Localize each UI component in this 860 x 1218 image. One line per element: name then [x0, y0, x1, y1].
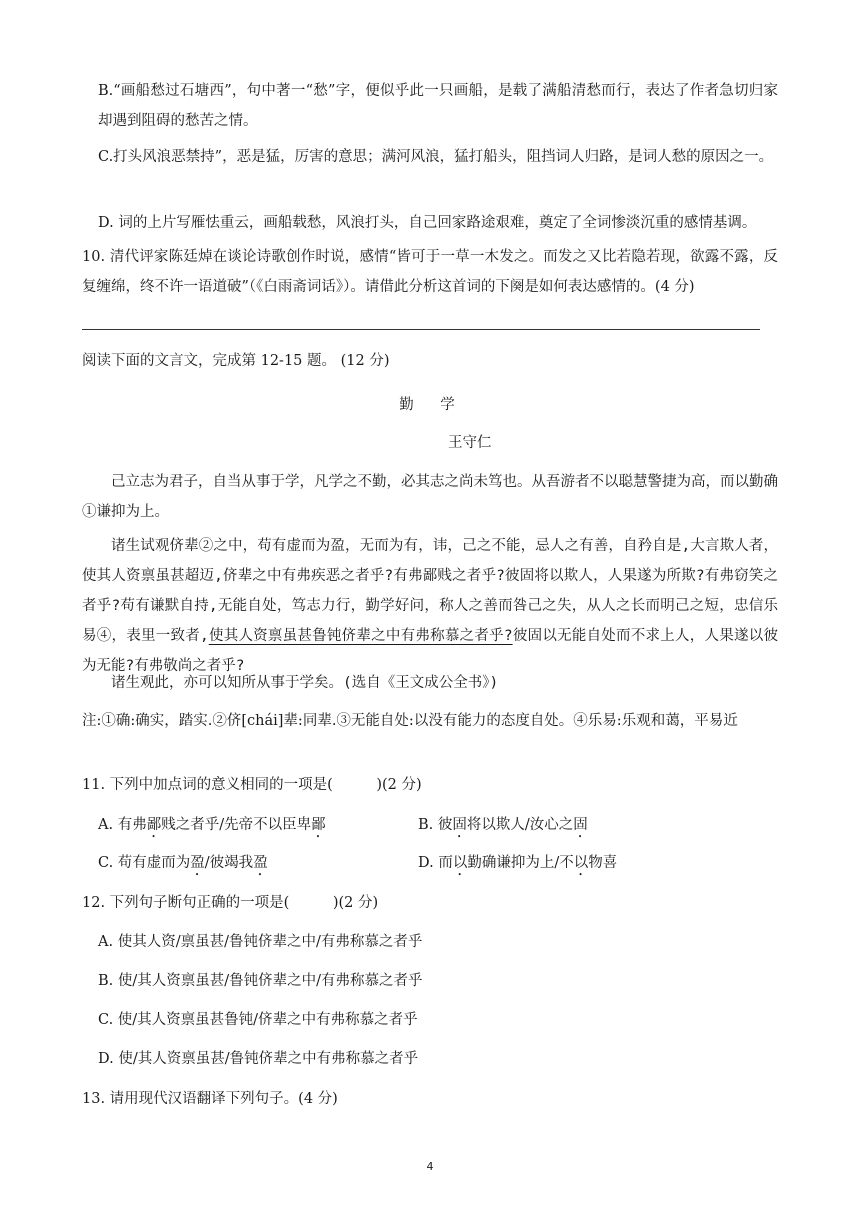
passage-paragraph-1: 己立志为君子，自当从事于学，凡学之不勤，必其志之尚未笃也。从吾游者不以聪慧警捷为高，而以勤确①谦抑为上。: [82, 474, 778, 520]
q11-c-dotted-word-1: 盈: [190, 855, 205, 871]
paragraph-2-text-a: 诸生试观侪辈②之中，苟有虚而为盈，无而为有，讳，己之不能，忌人之有善，自矜自是,大言欺人者，使其人资禀虽甚超迈,侪辈之中有弗疾恶之者乎?有弗鄙贱之者乎?彼固将以欺人，人果遂为所欺?有弗窃笑之者乎?苟有谦默自持,无能自处，笃志力行，勤学好问，称人之善而咎己之失，从人之长而明己之短，忠信乐易④，表里一致者,: [82, 538, 778, 644]
passage-notes: 注:①确:确实，踏实.②侪[chái]辈:同辈.③无能自处:以没有能力的态度自处。④乐易:乐观和蔼，平易近: [82, 713, 738, 729]
q11-b-dotted-word-1: 固: [452, 817, 467, 833]
answer-line: [82, 329, 760, 330]
q11-d-dotted-word-2: 以: [573, 855, 589, 871]
q12-option-b: B. 使/其人资禀虽甚/鲁钝侪辈之中/有弗称慕之者乎: [98, 973, 423, 989]
q11-option-d: [418, 848, 617, 879]
q10-stem: 10. 清代评家陈廷焯在谈论诗歌创作时说，感情“皆可于一草一木发之。而发之又比若隐若现，欲露不露，反复缠绵，终不许一语道破”（《白雨斋词话》）。请借此分析这首词的下阕是如何表达感情的。(4 分): [82, 249, 778, 295]
q11-d-dotted-word-1: 以: [452, 855, 468, 871]
q11-b-dotted-word-2: 固: [573, 817, 588, 833]
q13-stem: 13. 请用现代汉语翻译下列句子。(4 分): [82, 1091, 338, 1107]
q12-stem: 12. 下列句子断句正确的一项是( )(2 分): [82, 895, 379, 911]
underlined-sentence: 使其人资禀虽甚鲁钝侪辈之中有弗称慕之者乎?: [208, 628, 513, 644]
q9-option-b: B.“画船愁过石塘西”，句中著一“愁”字，便似乎此一只画船，是载了满船清愁而行，表达了作者急切归家却遇到阻碍的愁苦之情。: [98, 83, 778, 129]
q11-a-text-2: 贱之者乎/先帝不以臣卑: [161, 817, 312, 833]
q11-a-dotted-word-2: 鄙: [311, 817, 326, 833]
q11-c-text-2: /彼竭我: [204, 855, 254, 871]
q11-option-c: [98, 848, 268, 879]
q11-option-a: [98, 810, 326, 841]
q11-option-b: [418, 810, 588, 841]
q11-d-text-3: 物喜: [588, 855, 618, 871]
passage-author: 王守仁: [448, 435, 492, 451]
reading-intro: 阅读下面的文言文，完成第 12-15 题。 (12 分): [82, 353, 390, 369]
q12-option-d: D. 使/其人资禀虽甚/鲁钝侪辈之中有弗称慕之者乎: [98, 1051, 419, 1067]
q11-b-text-2: 将以欺人/汝心之: [466, 817, 574, 833]
q11-a-dotted-word-1: 鄙: [146, 817, 162, 833]
passage-paragraph-2: [82, 531, 778, 681]
q11-d-text-2: 勤确谦抑为上/不: [467, 855, 574, 871]
passage-title: 勤 学: [399, 397, 461, 413]
q11-stem: 11. 下列中加点词的意义相同的一项是( )(2 分): [82, 777, 422, 793]
q12-option-c: C. 使/其人资禀虽甚鲁钝/侪辈之中有弗称慕之者乎: [98, 1012, 418, 1028]
q9-option-d: D. 词的上片写雁怯重云，画船载愁，风浪打头，自己回家路途艰难，奠定了全词惨淡沉重的感情基调。: [98, 215, 757, 231]
page-number: 4: [426, 1160, 434, 1173]
q11-a-text-1: A. 有弗: [98, 817, 147, 833]
q11-c-text-1: C. 苟有虚而为: [98, 855, 191, 871]
q12-option-a: A. 使其人资/禀虽甚/鲁钝侪辈之中/有弗称慕之者乎: [98, 934, 423, 950]
q11-d-text-1: D. 而: [418, 855, 453, 871]
q11-b-text-1: B. 彼: [418, 817, 453, 833]
paragraph-2-text-b: 彼固以无能自处而不求上人，人果遂以彼为无能?有弗敬尚之者乎?: [82, 628, 779, 674]
q11-c-dotted-word-2: 盈: [253, 855, 268, 871]
q9-option-c: C.打头风浪恶禁持”，恶是猛，厉害的意思；满河风浪，猛打船头，阻挡词人归路，是词人愁的原因之一。: [98, 149, 774, 165]
passage-paragraph-3: 诸生观此，亦可以知所从事于学矣。(选自《王文成公全书》): [111, 675, 499, 691]
